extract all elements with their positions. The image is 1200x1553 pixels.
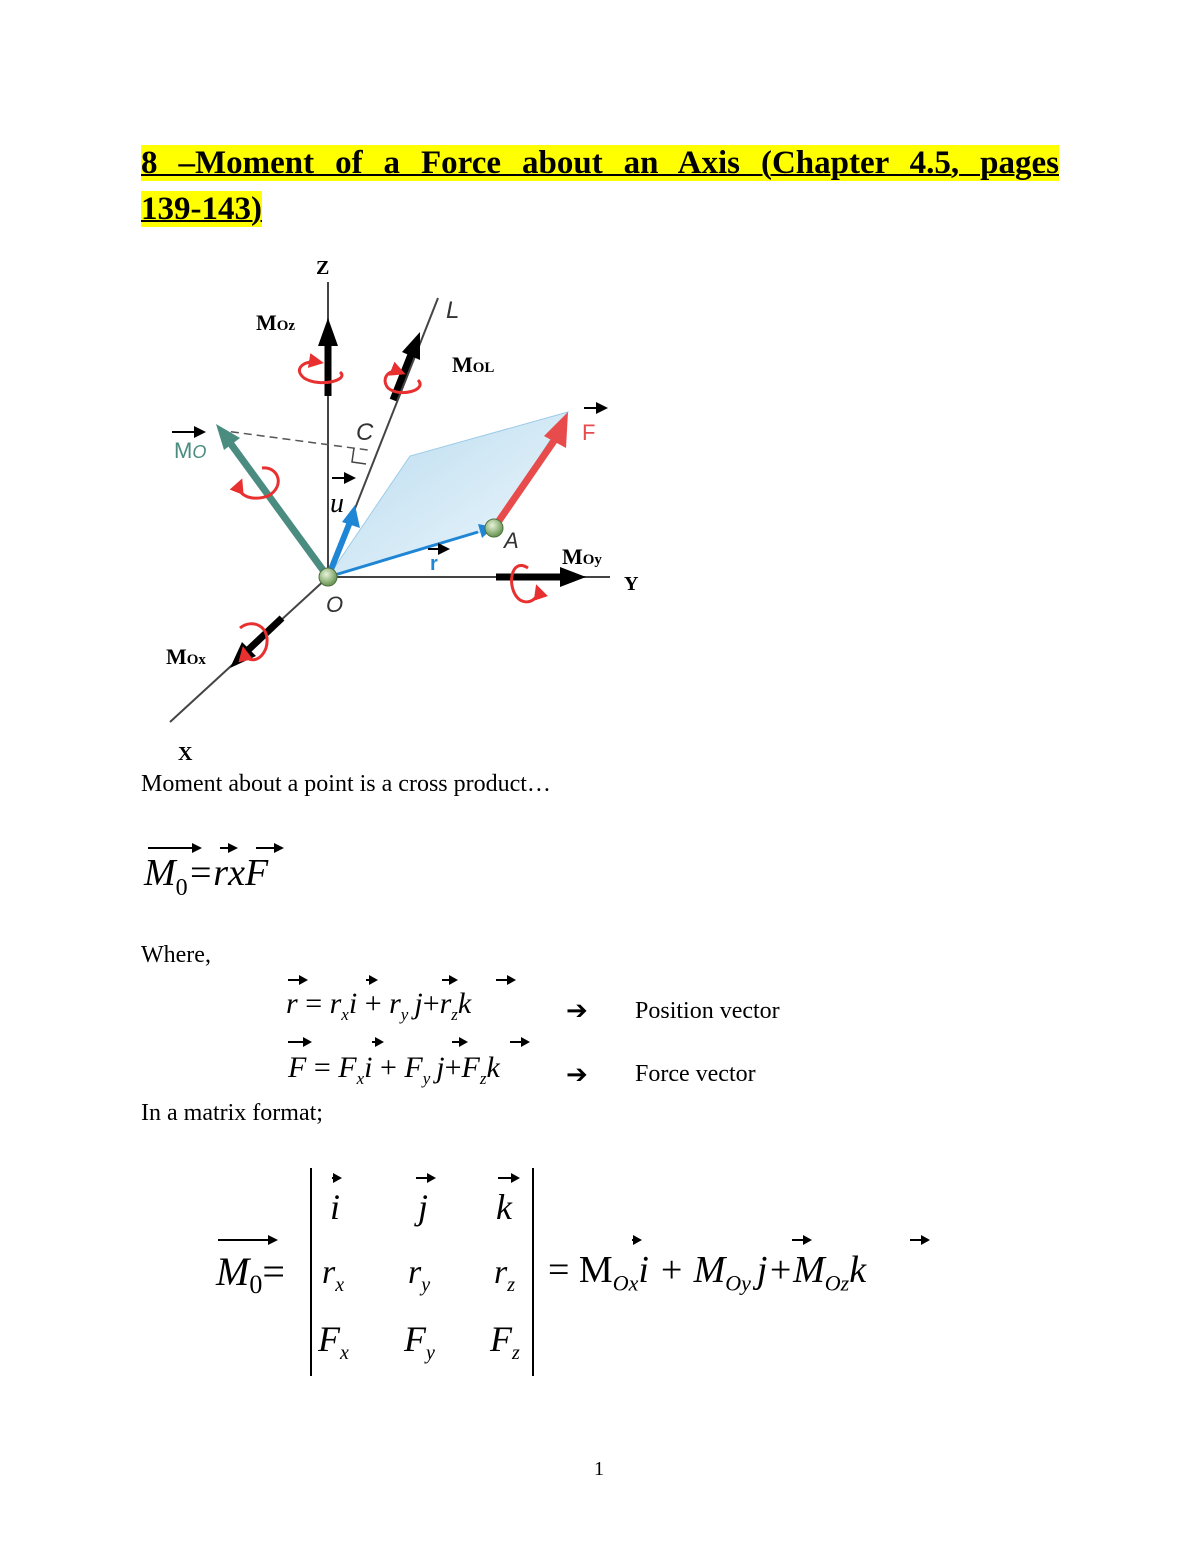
- page-number: 1: [594, 1458, 604, 1480]
- matrix-j: j: [418, 1187, 429, 1227]
- moz-curl-icon: [299, 362, 342, 383]
- matrix-rx: $r_x$: [322, 1254, 345, 1296]
- eq1-rest: =rxF: [187, 852, 269, 894]
- matrix-ry: $r_y$: [408, 1254, 431, 1296]
- moz-sub: Oz: [276, 318, 296, 334]
- moy-curl-icon: [512, 565, 539, 601]
- force-eq-arrows: [282, 1034, 542, 1050]
- f-label: F: [582, 420, 596, 445]
- determinant-right-bar: [532, 1168, 534, 1376]
- moy-sub: Oy: [582, 552, 602, 568]
- point-o-ball: [319, 568, 337, 586]
- svg-text:MOx: [166, 644, 206, 669]
- point-c-label: C: [356, 419, 374, 446]
- axis-y-label: Y: [624, 573, 639, 595]
- point-o-label: O: [326, 592, 344, 617]
- right-angle-mark: [352, 448, 366, 464]
- heading-line-2: 139-143): [141, 191, 262, 227]
- mox-sub: Ox: [186, 652, 206, 668]
- matrix-rhs-arrows: [620, 1232, 940, 1248]
- position-vector-label: Position vector: [635, 998, 780, 1024]
- force-arrow-icon: ➔: [566, 1060, 588, 1089]
- svg-text:MOz: [256, 310, 295, 335]
- svg-text:MO: [174, 438, 206, 463]
- point-a-label: A: [504, 528, 519, 553]
- mo-sub: O: [192, 442, 207, 462]
- eq1-vector-arrows: [140, 838, 300, 858]
- matrix-intro: In a matrix format;: [141, 1100, 323, 1126]
- matrix-i: i: [330, 1187, 341, 1227]
- where-text: Where,: [141, 942, 211, 968]
- matrix-rz: $r_z$: [494, 1254, 516, 1296]
- matrix-row1-arrows: [326, 1170, 526, 1186]
- eq1-sub: 0: [175, 875, 188, 901]
- force-vector-label: Force vector: [635, 1061, 756, 1087]
- moy-arrow-head: [560, 567, 586, 587]
- matrix-fy: $F_y$: [404, 1319, 435, 1365]
- axis-z-label: Z: [316, 257, 330, 279]
- matrix-lhs: $M_0=$: [216, 1249, 285, 1299]
- position-arrow-icon: ➔: [566, 996, 588, 1025]
- matrix-lhs-arrow: [214, 1232, 284, 1248]
- determinant-left-bar: [310, 1168, 312, 1376]
- mol-label: M: [452, 352, 473, 377]
- svg-text:MOy: [562, 544, 602, 569]
- perpendicular-dashed: [218, 430, 368, 450]
- position-vector-equation: $r = r_xi + r_y$ $j+r_zk$: [286, 987, 472, 1024]
- moz-label: M: [256, 310, 277, 335]
- mox-label: M: [166, 644, 187, 669]
- axis-x-label: X: [178, 743, 193, 765]
- mol-arrow-head: [402, 332, 420, 360]
- matrix-k: k: [496, 1187, 512, 1227]
- eq1-m: M: [144, 852, 176, 894]
- u-vector-head: [342, 505, 360, 528]
- mo-label: M: [174, 438, 193, 463]
- moy-label: M: [562, 544, 583, 569]
- axis-l-label: L: [446, 297, 460, 324]
- force-vector-equation: $F = F_xi + F_y$ $j+F_zk$: [288, 1051, 500, 1088]
- point-a-ball: [485, 519, 503, 537]
- mo-vector: [228, 440, 328, 577]
- cross-product-intro: Moment about a point is a cross product…: [141, 771, 551, 797]
- mol-sub: OL: [472, 360, 495, 376]
- matrix-fz: $F_z$: [490, 1319, 520, 1365]
- u-label: u: [330, 488, 344, 519]
- moz-arrow-head: [318, 318, 338, 346]
- matrix-fx: $F_x$: [318, 1319, 349, 1365]
- svg-text:MOL: [452, 352, 494, 377]
- position-eq-arrows: [282, 972, 522, 988]
- matrix-rhs: = $M_{Ox}i + M_{Oy}$ $j+M_{Oz}k$: [548, 1249, 867, 1296]
- heading-line-1: 8 –Moment of a Force about an Axis (Chapter 4.5, pages: [141, 145, 1059, 181]
- r-label: r: [430, 553, 438, 575]
